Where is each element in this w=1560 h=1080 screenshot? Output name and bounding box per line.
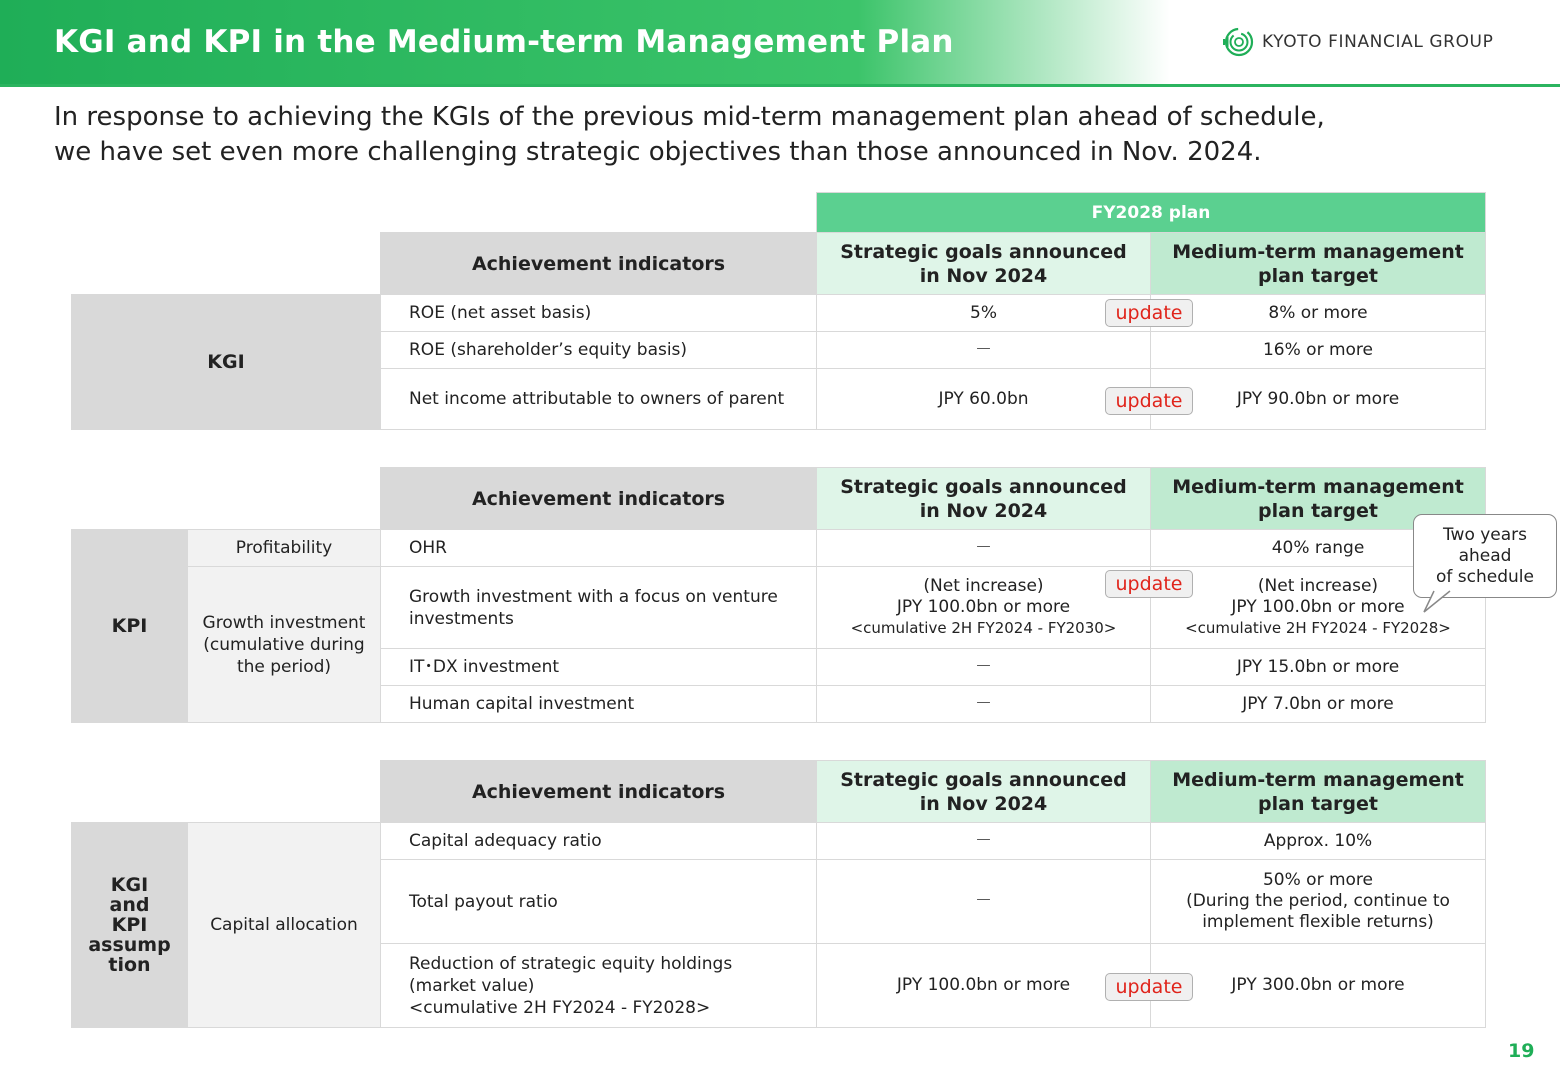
blank-cell bbox=[72, 193, 817, 233]
strategic-cell: － bbox=[817, 686, 1151, 723]
kgi-group-label: KGI bbox=[72, 295, 381, 430]
strategic-goals-header: Strategic goals announced in Nov 2024 bbox=[817, 233, 1151, 295]
callout-tail-icon bbox=[1420, 590, 1460, 616]
lead-line-1: In response to achieving the KGIs of the previous mid-term management plan ahead of schedule, bbox=[54, 102, 1325, 132]
target-cell: 50% or more (During the period, continue to implement flexible returns) bbox=[1151, 860, 1486, 944]
update-badge: update bbox=[1105, 387, 1193, 415]
assumption-table bbox=[71, 760, 1486, 1028]
strategic-cell: JPY 100.0bn or more bbox=[817, 944, 1151, 1028]
kgi-table bbox=[71, 192, 1486, 430]
indicator-cell: Net income attributable to owners of parent bbox=[381, 369, 817, 430]
target-cell: JPY 7.0bn or more bbox=[1151, 686, 1486, 723]
strategic-cell: － bbox=[817, 823, 1151, 860]
profitability-label: Profitability bbox=[188, 530, 381, 567]
indicator-cell: Human capital investment bbox=[381, 686, 817, 723]
growth-investment-label: Growth investment (cumulative during the period) bbox=[188, 567, 381, 723]
target-cell: (Net increase) JPY 100.0bn or more <cumulative 2H FY2024 - FY2028> bbox=[1151, 567, 1486, 649]
target-cell: 16% or more bbox=[1151, 332, 1486, 369]
blank-cell bbox=[72, 468, 381, 530]
strategic-goals-header: Strategic goals announced in Nov 2024 bbox=[817, 761, 1151, 823]
strategic-cell: － bbox=[817, 332, 1151, 369]
strategic-goals-header: Strategic goals announced in Nov 2024 bbox=[817, 468, 1151, 530]
indicator-cell: Capital adequacy ratio bbox=[381, 823, 817, 860]
strategic-cell: － bbox=[817, 860, 1151, 944]
strategic-cell: － bbox=[817, 649, 1151, 686]
blank-cell bbox=[72, 761, 381, 823]
target-cell: 40% range bbox=[1151, 530, 1486, 567]
logo-swirl-icon bbox=[1222, 26, 1254, 58]
strategic-cell: 5% bbox=[817, 295, 1151, 332]
page-number: 19 bbox=[1508, 1040, 1535, 1062]
indicator-cell: Total payout ratio bbox=[381, 860, 817, 944]
strategic-cell: － bbox=[817, 530, 1151, 567]
lead-text bbox=[54, 100, 1325, 170]
indicator-cell: Growth investment with a focus on venture investments bbox=[381, 567, 817, 649]
indicator-cell: Reduction of strategic equity holdings (market value) <cumulative 2H FY2024 - FY2028> bbox=[381, 944, 817, 1028]
ahead-of-schedule-callout: Two years ahead of schedule bbox=[1413, 514, 1557, 598]
strategic-cell: JPY 60.0bn bbox=[817, 369, 1151, 430]
indicator-cell: ROE (net asset basis) bbox=[381, 295, 817, 332]
indicators-header: Achievement indicators bbox=[381, 761, 817, 823]
mtm-target-header: Medium-term management plan target bbox=[1151, 761, 1486, 823]
fy2028-plan-header: FY2028 plan bbox=[817, 193, 1486, 233]
indicator-cell: IT･DX investment bbox=[381, 649, 817, 686]
target-cell: JPY 15.0bn or more bbox=[1151, 649, 1486, 686]
target-cell: Approx. 10% bbox=[1151, 823, 1486, 860]
indicator-cell: ROE (shareholder’s equity basis) bbox=[381, 332, 817, 369]
update-badge: update bbox=[1105, 570, 1193, 598]
kpi-table bbox=[71, 467, 1486, 723]
company-logo bbox=[1222, 26, 1493, 58]
lead-line-2: we have set even more challenging strategic objectives than those announced in Nov. 2024. bbox=[54, 137, 1262, 167]
mtm-target-header: Medium-term management plan target bbox=[1151, 468, 1486, 530]
target-cell: JPY 300.0bn or more bbox=[1151, 944, 1486, 1028]
update-badge: update bbox=[1105, 299, 1193, 327]
blank-cell bbox=[72, 233, 381, 295]
indicators-header: Achievement indicators bbox=[381, 233, 817, 295]
strategic-cell: (Net increase) JPY 100.0bn or more <cumulative 2H FY2024 - FY2030> bbox=[817, 567, 1151, 649]
indicators-header: Achievement indicators bbox=[381, 468, 817, 530]
update-badge: update bbox=[1105, 973, 1193, 1001]
capital-allocation-label: Capital allocation bbox=[188, 823, 381, 1028]
page-title: KGI and KPI in the Medium-term Management Plan bbox=[54, 24, 954, 60]
target-cell: 8% or more bbox=[1151, 295, 1486, 332]
indicator-cell: OHR bbox=[381, 530, 817, 567]
target-cell: JPY 90.0bn or more bbox=[1151, 369, 1486, 430]
logo-text: KYOTO FINANCIAL GROUP bbox=[1262, 32, 1494, 52]
assumption-group-label: KGI and KPI assump tion bbox=[72, 823, 188, 1028]
header-underline bbox=[0, 84, 1560, 87]
mtm-target-header: Medium-term management plan target bbox=[1151, 233, 1486, 295]
kpi-group-label: KPI bbox=[72, 530, 188, 723]
